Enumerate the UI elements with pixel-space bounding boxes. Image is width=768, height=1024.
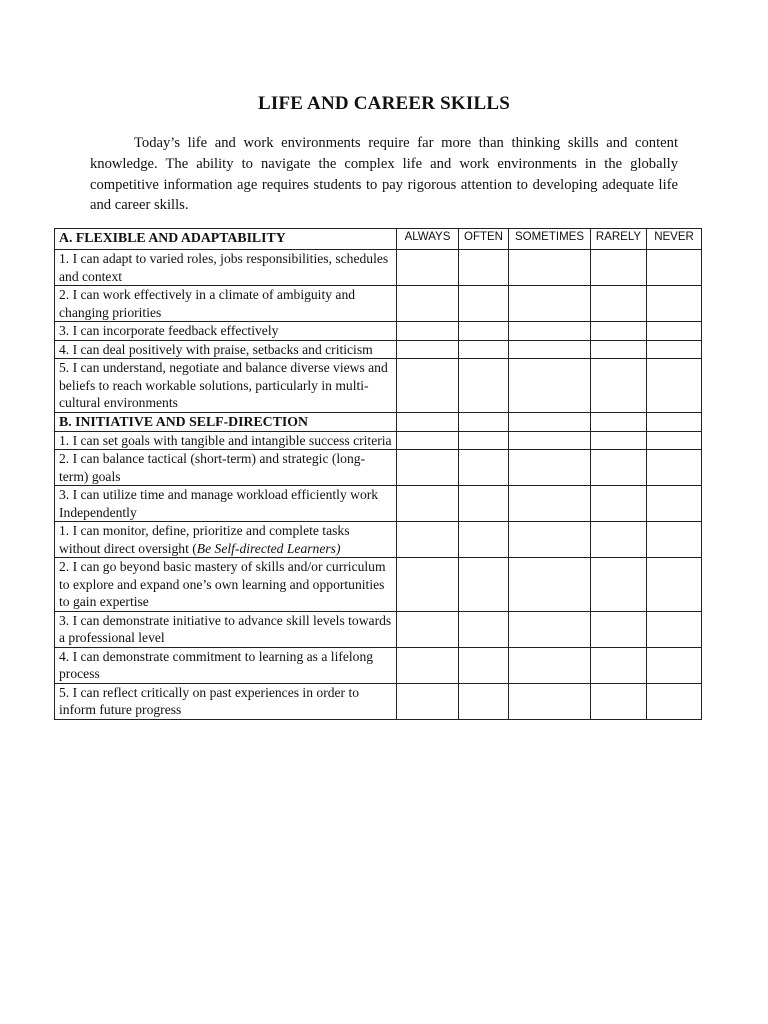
rating-cell-rarely[interactable] [591, 486, 647, 522]
section-header-row [55, 229, 702, 250]
column-header-rarely: RARELY [591, 229, 647, 250]
rating-cell-never[interactable] [647, 683, 702, 719]
rating-cell-always[interactable] [397, 558, 459, 612]
skill-statement [55, 286, 397, 322]
rating-cell-always[interactable] [397, 450, 459, 486]
rating-cell-never[interactable] [647, 486, 702, 522]
rating-cell-never[interactable] [647, 522, 702, 558]
rating-cell[interactable] [591, 412, 647, 431]
table-row [55, 359, 702, 413]
rating-cell[interactable] [459, 412, 509, 431]
skills-rating-table [54, 228, 702, 720]
skill-text: 3. I can incorporate feedback effectively [59, 323, 279, 338]
rating-cell-rarely[interactable] [591, 647, 647, 683]
skill-text: 2. I can balance tactical (short-term) and strategic (long-term) goals [59, 451, 366, 484]
skill-text: 2. I can work effectively in a climate of ambiguity and changing priorities [59, 287, 356, 320]
table-row [55, 558, 702, 612]
rating-cell-never[interactable] [647, 558, 702, 612]
rating-cell-sometimes[interactable] [509, 683, 591, 719]
column-header-never: NEVER [647, 229, 702, 250]
rating-cell-often[interactable] [459, 647, 509, 683]
rating-cell-often[interactable] [459, 611, 509, 647]
table-row [55, 450, 702, 486]
skill-text: 1. I can adapt to varied roles, jobs responsibilities, schedules and context [59, 251, 389, 284]
rating-cell-rarely[interactable] [591, 558, 647, 612]
table-row [55, 683, 702, 719]
skill-text: 2. I can go beyond basic mastery of skills and/or curriculum to explore and expand one’s own learning and opportunities to gain expertise [59, 559, 386, 609]
skill-text: 3. I can demonstrate initiative to advance skill levels towards a professional level [59, 612, 392, 645]
section-heading: A. FLEXIBLE AND ADAPTABILITY [55, 229, 397, 250]
rating-cell-often[interactable] [459, 322, 509, 341]
rating-cell-always[interactable] [397, 359, 459, 413]
skill-statement [55, 431, 397, 450]
rating-cell-often[interactable] [459, 486, 509, 522]
table-row [55, 340, 702, 359]
rating-cell-never[interactable] [647, 286, 702, 322]
intro-paragraph: Today’s life and work environments require far more than thinking skills and content knowledge. The ability to navigate the complex life and work environments in the globally competitive information age requires students to pay rigorous attention to developing adequate life and career skills. [90, 135, 678, 214]
section-header-row [55, 412, 702, 431]
rating-cell-rarely[interactable] [591, 522, 647, 558]
rating-cell-sometimes[interactable] [509, 340, 591, 359]
rating-cell-always[interactable] [397, 431, 459, 450]
rating-cell[interactable] [509, 412, 591, 431]
rating-cell-sometimes[interactable] [509, 431, 591, 450]
rating-cell-rarely[interactable] [591, 359, 647, 413]
skill-text: 5. I can reflect critically on past experiences in order to inform future progress [59, 684, 360, 717]
rating-cell-never[interactable] [647, 250, 702, 286]
rating-cell-often[interactable] [459, 359, 509, 413]
skill-text: 1. I can monitor, define, prioritize and complete tasks without direct oversight ( [59, 523, 350, 556]
skill-text: 3. I can utilize time and manage workload efficiently work Independently [59, 487, 379, 520]
section-heading: B. INITIATIVE AND SELF-DIRECTION [55, 412, 397, 431]
rating-cell-never[interactable] [647, 340, 702, 359]
rating-cell-sometimes[interactable] [509, 250, 591, 286]
rating-cell-never[interactable] [647, 647, 702, 683]
rating-cell-always[interactable] [397, 683, 459, 719]
rating-cell-always[interactable] [397, 647, 459, 683]
rating-cell-never[interactable] [647, 359, 702, 413]
rating-cell-often[interactable] [459, 558, 509, 612]
rating-cell-rarely[interactable] [591, 286, 647, 322]
rating-cell-often[interactable] [459, 286, 509, 322]
skill-statement [55, 359, 397, 413]
rating-cell-often[interactable] [459, 250, 509, 286]
rating-cell-rarely[interactable] [591, 431, 647, 450]
rating-cell-always[interactable] [397, 250, 459, 286]
table-row [55, 250, 702, 286]
rating-cell[interactable] [397, 412, 459, 431]
table-row [55, 611, 702, 647]
table-row [55, 522, 702, 558]
table-body [55, 229, 702, 720]
rating-cell-never[interactable] [647, 611, 702, 647]
rating-cell-rarely[interactable] [591, 340, 647, 359]
rating-cell-rarely[interactable] [591, 611, 647, 647]
rating-cell-often[interactable] [459, 522, 509, 558]
skill-statement [55, 558, 397, 612]
rating-cell-often[interactable] [459, 683, 509, 719]
table-row [55, 322, 702, 341]
rating-cell-sometimes[interactable] [509, 359, 591, 413]
skill-statement [55, 486, 397, 522]
rating-cell-never[interactable] [647, 450, 702, 486]
rating-cell-rarely[interactable] [591, 250, 647, 286]
rating-cell-rarely[interactable] [591, 683, 647, 719]
rating-cell-never[interactable] [647, 431, 702, 450]
column-header-sometimes: SOMETIMES [509, 229, 591, 250]
rating-cell-always[interactable] [397, 340, 459, 359]
table-row [55, 647, 702, 683]
skill-statement [55, 450, 397, 486]
skill-emphasis: Be Self-directed Learners) [196, 540, 341, 556]
rating-cell-always[interactable] [397, 611, 459, 647]
table-row [55, 286, 702, 322]
rating-cell-always[interactable] [397, 486, 459, 522]
rating-cell-sometimes[interactable] [509, 486, 591, 522]
skill-statement [55, 340, 397, 359]
rating-cell-always[interactable] [397, 522, 459, 558]
rating-cell-often[interactable] [459, 431, 509, 450]
table-row [55, 486, 702, 522]
skill-text: 5. I can understand, negotiate and balance diverse views and beliefs to reach workable solutions, particularly in multi-cultural environments [59, 360, 388, 410]
page-title: LIFE AND CAREER SKILLS [258, 93, 510, 114]
rating-cell-sometimes[interactable] [509, 647, 591, 683]
skill-text: 4. I can deal positively with praise, setbacks and criticism [59, 341, 373, 357]
rating-cell-sometimes[interactable] [509, 322, 591, 341]
rating-cell[interactable] [647, 412, 702, 431]
table-row [55, 431, 702, 450]
rating-cell-always[interactable] [397, 286, 459, 322]
rating-cell-sometimes[interactable] [509, 522, 591, 558]
skill-statement [55, 322, 397, 341]
rating-cell-often[interactable] [459, 340, 509, 359]
column-header-always: ALWAYS [397, 229, 459, 250]
skill-statement [55, 611, 397, 647]
rating-cell-always[interactable] [397, 322, 459, 341]
rating-cell-rarely[interactable] [591, 450, 647, 486]
skill-text: 1. I can set goals with tangible and intangible success criteria [59, 432, 392, 448]
skill-text: 4. I can demonstrate commitment to learning as a lifelong process [59, 648, 374, 681]
column-header-often: OFTEN [459, 229, 509, 250]
rating-cell-sometimes[interactable] [509, 558, 591, 612]
rating-cell-rarely[interactable] [591, 322, 647, 341]
rating-cell-sometimes[interactable] [509, 286, 591, 322]
skill-statement [55, 250, 397, 286]
rating-cell-never[interactable] [647, 322, 702, 341]
skill-statement [55, 683, 397, 719]
skill-statement [55, 522, 397, 558]
rating-cell-sometimes[interactable] [509, 611, 591, 647]
skill-statement [55, 647, 397, 683]
rating-cell-often[interactable] [459, 450, 509, 486]
rating-cell-sometimes[interactable] [509, 450, 591, 486]
